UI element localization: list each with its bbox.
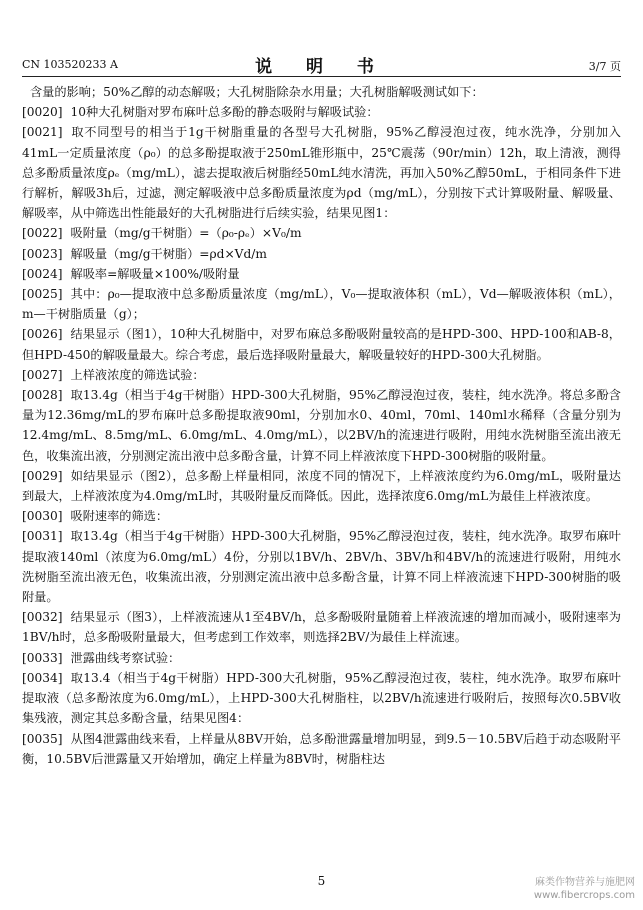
paragraph-number: [0023] [22, 246, 63, 261]
paragraph [22, 102, 621, 122]
site-watermark [534, 876, 635, 902]
paragraph-number: [0025] [22, 287, 63, 302]
page-indicator: 3/7 页 [588, 60, 621, 73]
page-header [22, 50, 621, 77]
paragraph-text: 上样液浓度的筛选试验： [70, 367, 205, 382]
paragraph [22, 729, 621, 769]
paragraph-number: [0020] [22, 105, 63, 120]
paragraph [22, 82, 621, 102]
paragraph-text: 其中：ρ₀—提取液中总多酚质量浓度（mg/mL），V₀—提取液体积（mL），Vd—解吸液体积（mL），m—干树脂质量（g）； [22, 287, 621, 322]
paragraph-number: [0026] [22, 327, 63, 342]
paragraph-number: [0029] [22, 468, 63, 483]
paragraph-text: 从图4泄露曲线来看，上样量从8BV开始，总多酚泄露量增加明显，到9.5－10.5BV后趋于动态吸附平衡，10.5BV后泄露量又开始增加，确定上样量为8BV时，树脂柱达 [22, 731, 621, 766]
paragraph-number: [0028] [22, 388, 63, 403]
paragraph [22, 264, 621, 284]
paragraph [22, 122, 621, 223]
page-number: 5 [317, 874, 326, 888]
paragraph [22, 244, 621, 264]
paragraph-number: [0027] [22, 367, 63, 382]
paragraph-text: 取13.4g（相当于4g干树脂）HPD-300大孔树脂，95%乙醇浸泡过夜，装柱，纯水洗净。将总多酚含量为12.36mg/mL的罗布麻叶总多酚提取液90ml，分别加水0、40ml，70ml、140ml水稀释（含量分别为12.4mg/mL、8.5mg/mL、6.0mg/mL、4.0mg/mL），以2BV/h的流速进行吸附，用纯水洗树脂至流出液无色，收集流出液，分别测定流出液中总多酚含量，计算不同上样液浓度下HPD-300树脂的吸附量。 [22, 388, 621, 463]
paragraph-text: 吸附速率的筛选： [70, 509, 169, 524]
document-title: 说 明 书 [255, 57, 388, 77]
paragraph-number: [0033] [22, 650, 63, 665]
paragraph [22, 223, 621, 243]
paragraph-number: [0022] [22, 226, 63, 241]
paragraph-number: [0030] [22, 509, 63, 524]
paragraph [22, 526, 621, 607]
paragraph-text: 解吸率=解吸量×100%/吸附量 [70, 266, 240, 281]
paragraph-text: 取13.4（相当于4g干树脂）HPD-300大孔树脂，95%乙醇浸泡过夜，装柱，纯水洗净。取罗布麻叶提取液（总多酚浓度为6.0mg/mL），上HPD-300大孔树脂柱，以2BV/h流速进行吸附后，按照每次0.5BV收集残液，测定其总多酚含量，结果见图4： [22, 670, 621, 726]
paragraph-text: 结果显示（图3），上样液流速从1至4BV/h，总多酚吸附量随着上样液流速的增加而减小，吸附速率为1BV/h时，总多酚吸附量最大，但考虑到工作效率，则选择2BV/为最佳上样流速。 [22, 610, 621, 645]
document-body [22, 82, 621, 769]
paragraph-number: [0034] [22, 670, 63, 685]
paragraph [22, 284, 621, 324]
paragraph-text: 吸附量（mg/g干树脂）=（ρ₀-ρₑ）×V₀/m [70, 226, 302, 241]
paragraph-text: 取不同型号的相当于1g干树脂重量的各型号大孔树脂，95%乙醇浸泡过夜，纯水洗净，分别加入41mL一定质量浓度（ρ₀）的总多酚提取液于250mL锥形瓶中，25℃震荡（90r/min）12h，取上清液，测得总多酚质量浓度ρₑ（mg/mL），滤去提取液后树脂经50mL纯水清洗，再加入50%乙醇50mL，于相同条件下进行解析，解吸3h后，过滤，测定解吸液中总多酚质量浓度为ρd（mg/mL），分别按下式计算吸附量、解吸量、解吸率，从中筛选出性能最好的大孔树脂进行后续实验，结果见图1： [22, 125, 621, 221]
paragraph-number: [0024] [22, 266, 63, 281]
paragraph [22, 365, 621, 385]
paragraph-text: 泄露曲线考察试验： [70, 650, 181, 665]
paragraph [22, 506, 621, 526]
paragraph-number: [0021] [22, 125, 63, 140]
paragraph-number: [0032] [22, 610, 63, 625]
watermark-title: 麻类作物营养与施肥网 [535, 877, 635, 888]
paragraph [22, 668, 621, 729]
watermark-url: www.fibercrops.com [533, 890, 635, 901]
paragraph [22, 607, 621, 647]
paragraph-text: 取13.4g（相当于4g干树脂）HPD-300大孔树脂，95%乙醇浸泡过夜，装柱，纯水洗净。取罗布麻叶提取液140ml（浓度为6.0mg/mL）4份，分别以1BV/h、2BV/h、3BV/h和4BV/h的流速进行吸附，用纯水洗树脂至流出液无色，收集流出液，分别测定流出液中总多酚含量，计算不同上样液流速下HPD-300树脂的吸附量。 [22, 529, 621, 605]
patent-number: CN 103520233 A [22, 58, 118, 71]
paragraph-number: [0035] [22, 731, 63, 746]
paragraph-text: 解吸量（mg/g干树脂）=ρd×Vd/m [70, 246, 267, 261]
paragraph [22, 648, 621, 668]
paragraph [22, 385, 621, 466]
paragraph-text: 含量的影响；50%乙醇的动态解吸；大孔树脂除杂水用量；大孔树脂解吸测试如下： [30, 85, 484, 99]
paragraph [22, 324, 621, 364]
paragraph-text: 结果显示（图1），10种大孔树脂中，对罗布麻总多酚吸附量较高的是HPD-300、HPD-100和AB-8，但HPD-450的解吸量最大。综合考虑，最后选择吸附量最大，解吸量较好的HPD-300大孔树脂。 [22, 327, 621, 362]
paragraph-text: 如结果显示（图2），总多酚上样量相同，浓度不同的情况下，上样液浓度约为6.0mg/mL，吸附量达到最大，上样液浓度为4.0mg/mL时，其吸附量反而降低。因此，选择浓度6.0mg/mL为最佳上样液浓度。 [22, 468, 621, 504]
paragraph-number: [0031] [22, 529, 63, 544]
paragraph [22, 466, 621, 506]
paragraph-text: 10种大孔树脂对罗布麻叶总多酚的静态吸附与解吸试验： [70, 105, 379, 120]
